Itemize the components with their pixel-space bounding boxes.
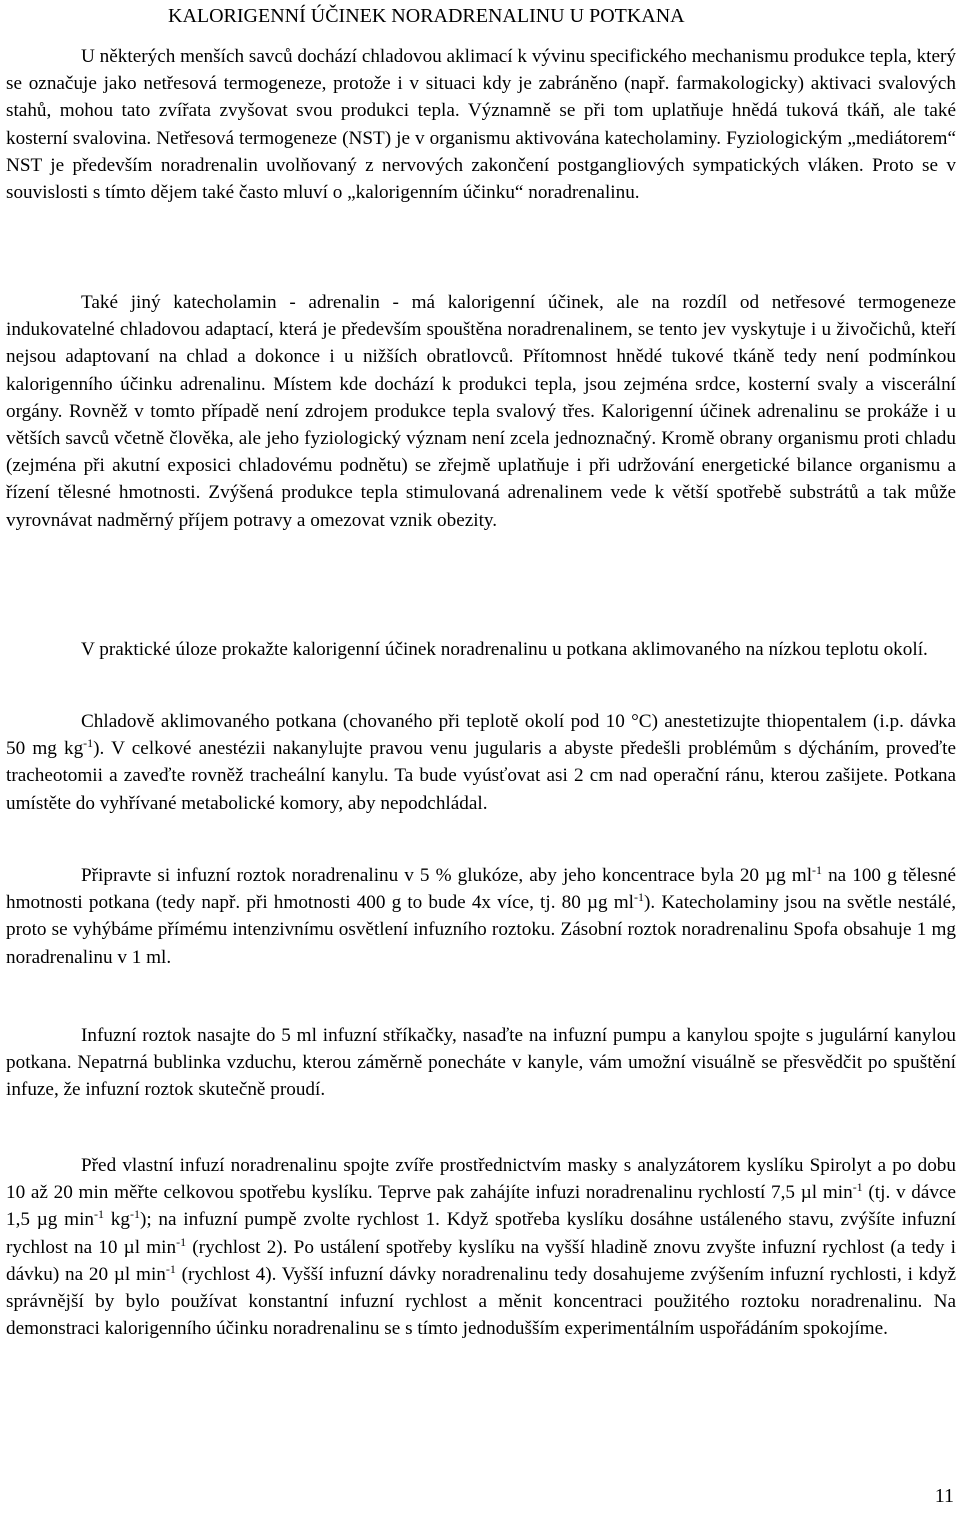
text-run: Před vlastní infuzí noradrenalinu spojte zvíře prostřednictvím masky s analyzátorem kyslíku Spirolyt a po dobu 10 až 20 min měřte celkovou spotřebu kyslíku. Teprve pak zahájíte infuzi noradrenalinu rychlostí 7,5 µl min xyxy=(6,1155,956,1204)
paragraph-intro xyxy=(6,43,956,206)
page-number: 11 xyxy=(934,1485,954,1507)
text-run: (rychlost 4). Vyšší infuzní dávky noradrenalinu tedy dosahujeme zvýšením infuzní rychlosti, i když správnější by bylo používat konstantní infuzní rychlost a měnit koncentraci použitého roztoku noradrenalinu. Na demonstraci kalorigenního účinku noradrenalinu se s tímto jednodušším experimentálním uspořádáním spokojíme. xyxy=(6,1263,956,1340)
paragraph-infusion-prep xyxy=(6,862,956,971)
text-run: Také jiný katecholamin - adrenalin - má kalorigenní účinek, ale na rozdíl od netřesové termogeneze indukovatelné chladovou adaptací, která je především spouštěna noradrenalinem, se tento jev vyskytuje i u živočichů, kteří nejsou adaptovaní na chlad a dokonce i u nižších obratlovců. Přítomnost hnědé tukové tkáně tedy není podmínkou kalorigenního účinku adrenalinu. Místem kde dochází k produkci tepla, jsou zejména srdce, kosterní svaly a viscerální orgány. Rovněž v tomto případě není zdrojem produkce tepla svalový třes. Kalorigenní účinek adrenalinu se prokáže i u větších savců včetně člověka, ale jeho fyziologický význam není zcela jednoznačný. Kromě obrany organismu proti chladu (zejména při akutní exposici chladovému podnětu) se zřejmě uplatňuje i při udržování energetické bilance organismu a řízení tělesné hmotnosti. Zvýšená produkce tepla stimulovaná adrenalinem vede k větší spotřebě substrátů a tak může vyrovnávat nadměrný příjem potravy a omezovat vznik obezity. xyxy=(6,292,956,531)
text-run: na 100 g tělesné hmotnosti potkana (tedy např. při hmotnosti 400 g to bude 4x více, tj. 80 µg ml xyxy=(6,865,956,914)
text-run: U některých menších savců dochází chladovou aklimací k vývinu specifického mechanismu produkce tepla, který se označuje jako netřesová termogeneze, protože i v situaci kdy je zabráněno (např. farmakologicky) aktivaci svalových stahů, mohou tato zvířata zvyšovat svou produkci tepla. Významně se při tom uplatňuje hnědá tuková tkáň, ale také kosterní svalovina. Netřesová termogeneze (NST) je v organismu aktivována katecholaminy. Fyziologickým „mediátorem“ NST je především noradrenalin uvolňovaný z nervových zakončení postgangliových sympatických vláken. Proto se v souvislosti s tímto dějem také často mluví o „kalorigenním účinku“ noradrenalinu. xyxy=(6,46,956,204)
superscript-exponent: -1 xyxy=(83,736,94,751)
paragraph-syringe xyxy=(6,1022,956,1104)
superscript-exponent: -1 xyxy=(812,863,823,877)
paragraph-measurement xyxy=(6,1152,956,1342)
text-run: V praktické úloze prokažte kalorigenní účinek noradrenalinu u potkana aklimovaného na nízkou teplotu okolí. xyxy=(81,639,928,660)
text-run: Infuzní roztok nasajte do 5 ml infuzní stříkačky, nasaďte na infuzní pumpu a kanylou spojte s jugulární kanylou potkana. Nepatrná bublinka vzduchu, kterou záměrně ponecháte v kanyle, vám umožní visuálně se přesvědčit po spuštění infuze, že infuzní roztok skutečně proudí. xyxy=(6,1025,956,1101)
paragraph-anesthesia xyxy=(6,708,956,817)
text-run: ); na infuzní pumpě zvolte rychlost 1. Když spotřeba kyslíku dosáhne ustáleného stavu, zvýšíte infuzní rychlost na 10 µl min xyxy=(6,1209,957,1258)
document-title: KALORIGENNÍ ÚČINEK NORADRENALINU U POTKANA xyxy=(168,5,685,27)
superscript-exponent: -1 xyxy=(165,1261,176,1276)
superscript-exponent: -1 xyxy=(634,890,644,905)
text-run: (rychlost 2). Po ustálení spotřeby kyslíku na vyšší hladině znovu zvyšte infuzní rychlost (a tedy i dávku) na 20 µl min xyxy=(6,1236,956,1285)
text-run: ). Katecholaminy jsou na světle nestálé, proto se vyhýbáme přímému intenzivnímu osvětlení infuzního roztoku. Zásobní roztok noradrenalinu Spofa obsahuje 1 mg noradrenalinu v 1 ml. xyxy=(6,892,956,968)
superscript-exponent: -1 xyxy=(129,1207,140,1222)
superscript-exponent: -1 xyxy=(176,1234,187,1249)
paragraph-adrenalin xyxy=(6,289,956,534)
text-run: (tj. v dávce 1,5 µg min xyxy=(6,1182,956,1231)
text-run: Chladově aklimovaného potkana (chovaného při teplotě okolí pod 10 °C) anestetizujte thiopentalem (i.p. dávka 50 mg kg xyxy=(6,711,956,760)
paragraph-task xyxy=(6,636,956,663)
text-run: Připravte si infuzní roztok noradrenalinu v 5 % glukóze, aby jeho koncentrace byla 20 µg ml xyxy=(81,865,813,886)
text-run: kg xyxy=(104,1209,130,1231)
text-run: ). V celkové anestézii nakanylujte pravou venu jugularis a abyste předešli problémům s dýcháním, proveďte tracheotomii a zaveďte rovněž tracheální kanylu. Ta bude vyúsťovat asi 2 cm nad operační ránu, kterou zašijete. Potkana umístěte do vyhřívané metabolické komory, aby nepodchládal. xyxy=(6,738,956,814)
superscript-exponent: -1 xyxy=(852,1180,863,1195)
superscript-exponent: -1 xyxy=(94,1207,104,1222)
